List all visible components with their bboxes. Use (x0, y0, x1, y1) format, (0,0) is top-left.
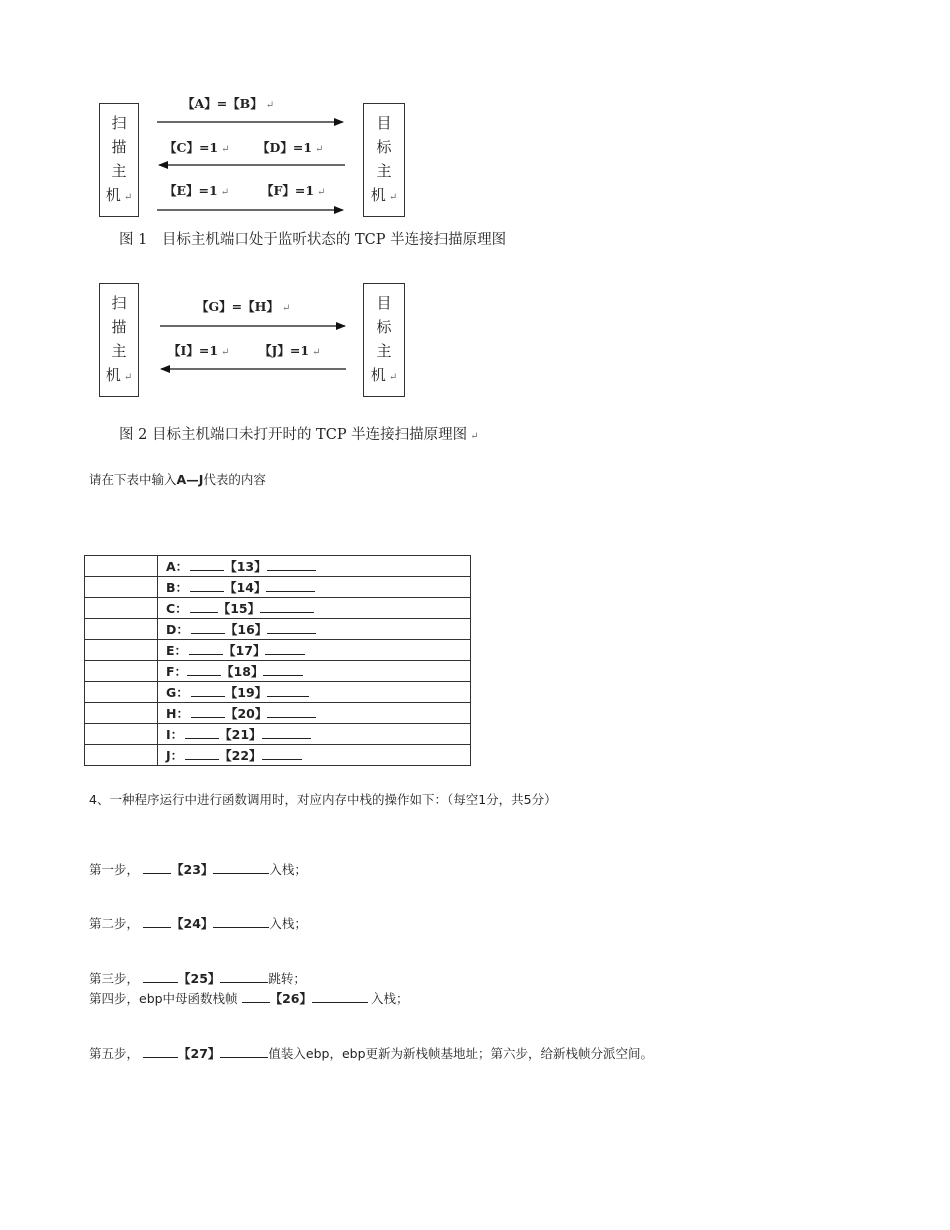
answer-cell[interactable]: G： 【19】 (158, 682, 471, 703)
answer-cell-empty[interactable] (85, 577, 158, 598)
target-char: 机 ↵ (370, 185, 398, 204)
scanner-char: 机 ↵ (105, 365, 133, 384)
answer-cell-empty[interactable] (85, 556, 158, 577)
table-row (85, 682, 471, 703)
answer-cell-empty[interactable] (85, 682, 158, 703)
answer-cell[interactable]: F： 【18】 (158, 661, 471, 682)
scanner-char: 扫 (111, 293, 127, 312)
arrows-layer (0, 0, 950, 460)
target-char: 主 (376, 341, 392, 360)
scanner-char: 主 (111, 161, 127, 180)
table-row (85, 724, 471, 745)
answer-cell[interactable]: A： 【13】 (158, 556, 471, 577)
arrow-label-a-b: 【A】=【B】 ↵ (182, 96, 275, 111)
arrow-label-d: 【D】=1 ↵ (257, 140, 324, 155)
step3-line: 第三步， 【25】 跳转； (89, 971, 306, 986)
target-char: 标 (376, 137, 392, 156)
table-row (85, 745, 471, 766)
table-row (85, 703, 471, 724)
target-char: 标 (376, 317, 392, 336)
answer-cell[interactable]: H： 【20】 (158, 703, 471, 724)
answer-cell-empty[interactable] (85, 598, 158, 619)
table-row (85, 619, 471, 640)
answer-cell-empty[interactable] (85, 619, 158, 640)
step1-line: 第一步， 【23】 入栈； (89, 862, 307, 877)
step5-line: 第五步， 【27】 值装入ebp，ebp更新为新栈帧基地址；第六步，给新栈帧分派空间。 (89, 1046, 654, 1061)
answer-cell[interactable]: C： 【15】 (158, 598, 471, 619)
answer-cell-empty[interactable] (85, 640, 158, 661)
arrow-label-g-h: 【G】=【H】 ↵ (196, 299, 291, 314)
question4-title: 4、一种程序运行中进行函数调用时，对应内存中栈的操作如下：（每空1分，共5分） (89, 792, 557, 807)
table-row (85, 640, 471, 661)
answer-cell[interactable]: B： 【14】 (158, 577, 471, 598)
arrow-label-c: 【C】=1 ↵ (164, 140, 230, 155)
answer-table (84, 555, 471, 766)
arrow-label-j: 【J】=1 ↵ (259, 343, 321, 358)
target-char: 机 ↵ (370, 365, 398, 384)
scanner-char: 机 ↵ (105, 185, 133, 204)
scanner-char: 主 (111, 341, 127, 360)
instruction-text: 请在下表中输入A—J代表的内容 (89, 472, 266, 487)
table-row (85, 577, 471, 598)
target-char: 目 (376, 113, 392, 132)
arrow-label-i: 【I】=1 ↵ (168, 343, 230, 358)
figure2-caption: 图 2 目标主机端口未打开时的 TCP 半连接扫描原理图 ↵ (119, 427, 479, 443)
answer-cell[interactable]: I： 【21】 (158, 724, 471, 745)
target-char: 目 (376, 293, 392, 312)
step4-line: 第四步，ebp中母函数栈帧 【26】 入栈； (89, 991, 409, 1006)
table-row (85, 661, 471, 682)
answer-cell-empty[interactable] (85, 703, 158, 724)
answer-cell[interactable]: E： 【17】 (158, 640, 471, 661)
arrow-label-f: 【F】=1 ↵ (261, 183, 326, 198)
target-char: 主 (376, 161, 392, 180)
answer-cell[interactable]: D： 【16】 (158, 619, 471, 640)
table-row (85, 556, 471, 577)
figure1-caption: 图 1 目标主机端口处于监听状态的 TCP 半连接扫描原理图 (119, 232, 507, 248)
step2-line: 第二步， 【24】 入栈； (89, 916, 307, 931)
answer-cell-empty[interactable] (85, 724, 158, 745)
answer-cell[interactable]: J： 【22】 (158, 745, 471, 766)
scanner-char: 描 (111, 137, 127, 156)
answer-cell-empty[interactable] (85, 745, 158, 766)
table-row (85, 598, 471, 619)
scanner-char: 扫 (111, 113, 127, 132)
scanner-char: 描 (111, 317, 127, 336)
arrow-label-e: 【E】=1 ↵ (164, 183, 230, 198)
answer-cell-empty[interactable] (85, 661, 158, 682)
